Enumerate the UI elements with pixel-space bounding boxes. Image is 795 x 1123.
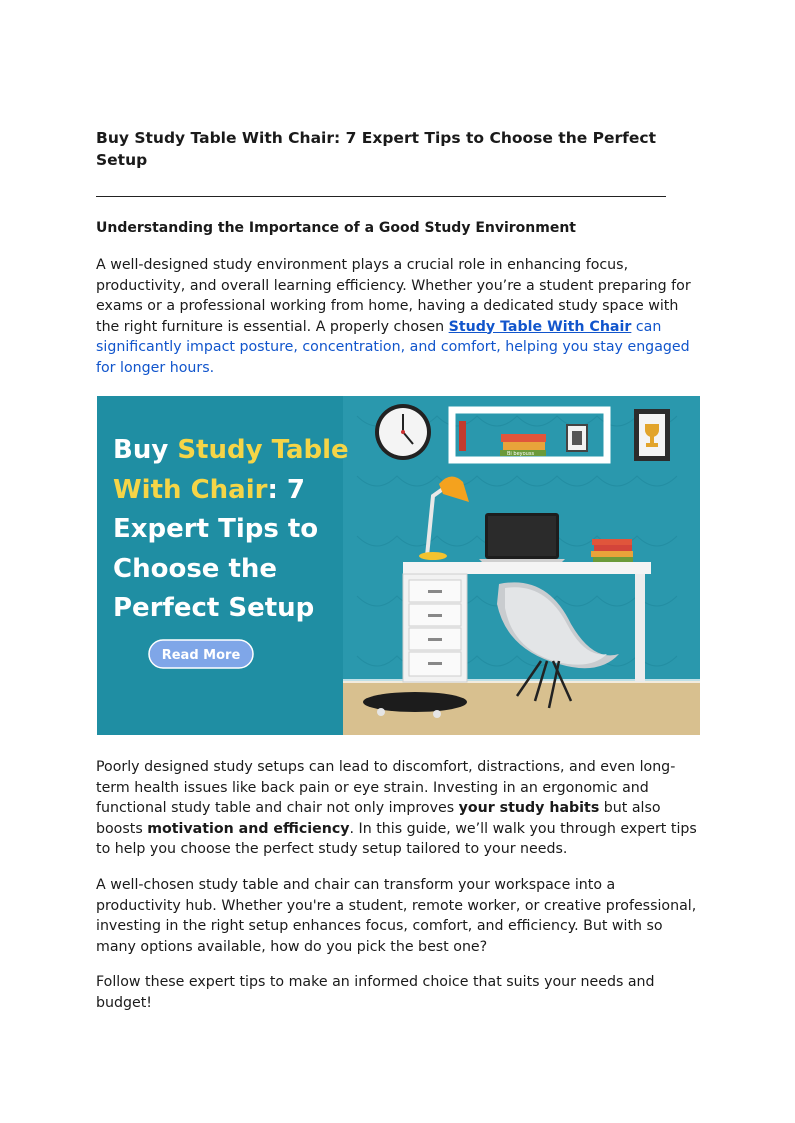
read-more-label: Read More (161, 648, 241, 663)
p2-bold-2: motivation and efficiency (147, 820, 350, 837)
banner-line-1: Buy Study Table (113, 435, 349, 465)
intro-paragraph (96, 255, 701, 378)
intro-text-continued: can significantly impact posture, concentration, and comfort, helping you stay engaged for longer hours. (96, 318, 690, 376)
laptop-icon (479, 513, 565, 563)
article-title: Buy Study Table With Chair: 7 Expert Tips to Choose the Perfect Setup (96, 129, 657, 169)
p2-text-2: but also boosts (96, 800, 661, 837)
p2-text-3: . In this guide, we’ll walk you through expert tips to help you choose the perfect study setup tailored to your needs. (96, 820, 697, 857)
banner-line-4: Choose the (113, 554, 278, 584)
section-heading: Understanding the Importance of a Good Study Environment (96, 220, 576, 236)
trophy-frame-icon (634, 409, 670, 461)
paragraph-follow-tips: Follow these expert tips to make an informed choice that suits your needs and budget! (96, 974, 655, 1011)
clock-icon (375, 404, 431, 460)
desk-books (591, 539, 633, 563)
paragraph-poor-setups (96, 757, 701, 860)
banner-line-5: Perfect Setup (113, 593, 315, 623)
p2-bold-1: your study habits (458, 800, 600, 816)
study-table-link[interactable]: Study Table With Chair (448, 318, 632, 335)
book-spine-text: Bi beyouss (507, 451, 535, 457)
article-banner-image (97, 396, 700, 735)
paragraph-productivity-hub: A well-chosen study table and chair can transform your workspace into a productivity hub. Whether you're a student, remote worker, or creative professional, investing in the right setup enhances focus, comfort, and efficiency. But with so many options available, how do you pick the best one? (96, 877, 697, 955)
read-more-button[interactable] (149, 640, 253, 668)
intro-text: A well-designed study environment plays a crucial role in enhancing focus, productivity, and overall learning efficiency. Whether you’re a student preparing for exams or a professional working from home, having a dedicated study space with the right furniture is essential. A properly chosen (96, 257, 691, 335)
banner-line-3: Expert Tips to (113, 514, 319, 544)
divider (96, 196, 666, 197)
p2-text-1: Poorly designed study setups can lead to discomfort, distractions, and even long-term health issues like back pain or eye strain. Investing in an ergonomic and functional study table and chair not only improves (96, 759, 676, 816)
banner-line-2: With Chair: 7 (113, 475, 305, 505)
